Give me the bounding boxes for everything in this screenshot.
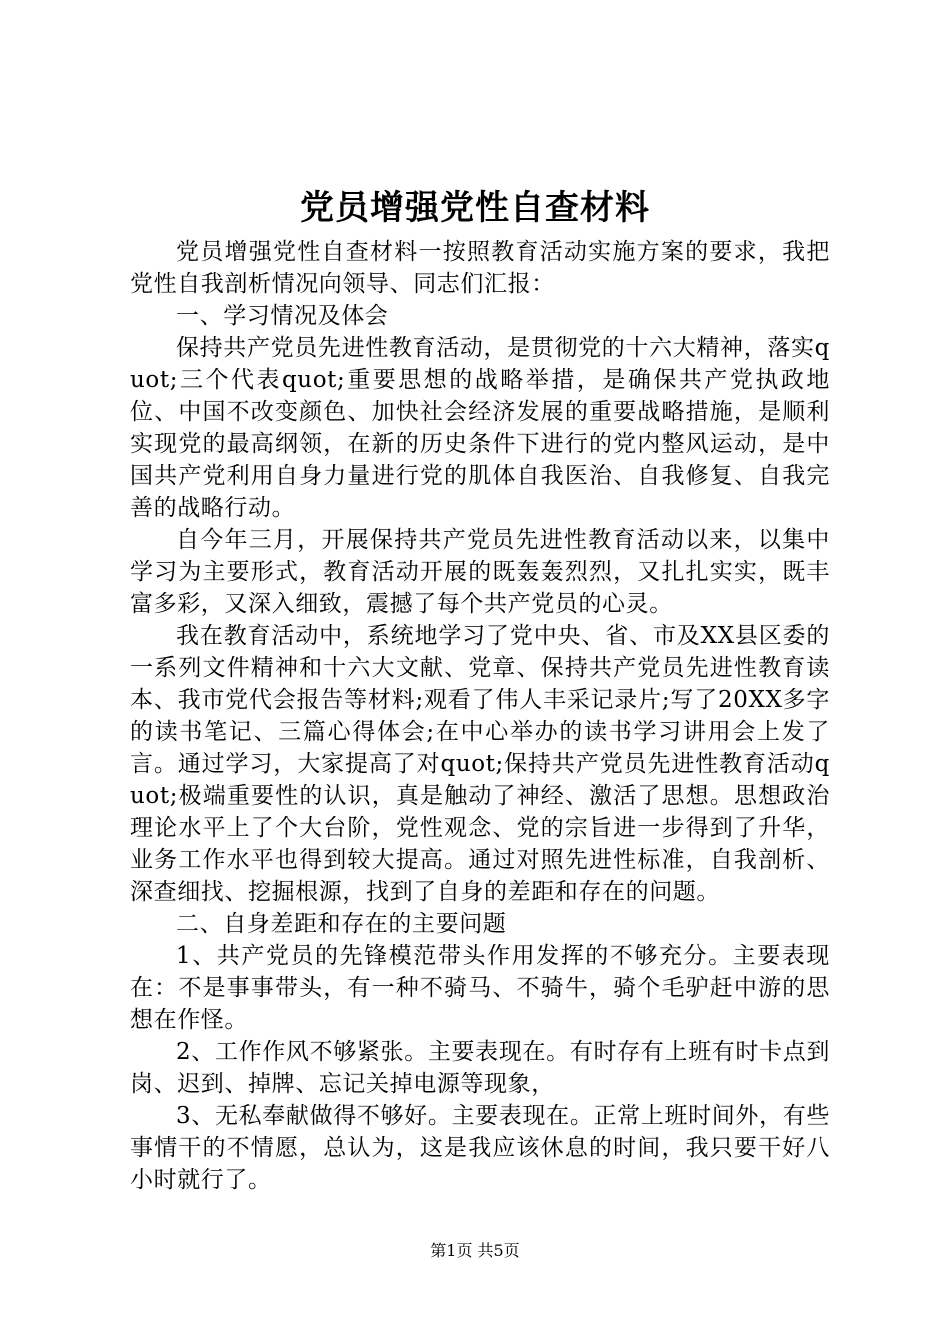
- page-number: 第1页 共5页: [430, 1241, 520, 1260]
- paragraph-intro: 党员增强党性自查材料一按照教育活动实施方案的要求，我把党性自我剖析情况向领导、同志们汇报：: [130, 239, 830, 297]
- document-title: 党员增强党性自查材料: [300, 188, 650, 228]
- section-heading-1: 一、学习情况及体会: [176, 303, 389, 329]
- paragraph: 自今年三月，开展保持共产党员先进性教育活动以来，以集中学习为主要形式，教育活动开展的既轰轰烈烈，又扎扎实实，既丰富多彩，又深入细致，震撼了每个共产党员的心灵。: [130, 527, 830, 617]
- list-item: 1、共产党员的先锋模范带头作用发挥的不够充分。主要表现在：不是事事带头，有一种不骑马、不骑牛，骑个毛驴赶中游的思想在作怪。: [130, 943, 830, 1033]
- list-item: 3、无私奉献做得不够好。主要表现在。正常上班时间外，有些事情干的不情愿，总认为，这是我应该休息的时间，我只要干好八小时就行了。: [130, 1103, 830, 1193]
- paragraph: 保持共产党员先进性教育活动，是贯彻党的十六大精神，落实quot;三个代表quot;重要思想的战略举措，是确保共产党执政地位、中国不改变颜色、加快社会经济发展的重要战略措施，是顺利实现党的最高纲领，在新的历史条件下进行的党内整风运动，是中国共产党利用自身力量进行党的肌体自我医治、自我修复、自我完善的战略行动。: [130, 335, 830, 521]
- section-heading-2: 二、自身差距和存在的主要问题: [176, 911, 507, 937]
- document-body: [130, 236, 830, 1196]
- list-item: 2、工作作风不够紧张。主要表现在。有时存有上班有时卡点到岗、迟到、掉牌、忘记关掉电源等现象，: [130, 1039, 830, 1097]
- paragraph: 我在教育活动中，系统地学习了党中央、省、市及XX县区委的一系列文件精神和十六大文献、党章、保持共产党员先进性教育读本、我市党代会报告等材料;观看了伟人丰采记录片;写了20XX多字的读书笔记、三篇心得体会;在中心举办的读书学习讲用会上发了言。通过学习，大家提高了对quot;保持共产党员先进性教育活动quot;极端重要性的认识，真是触动了神经、激活了思想。思想政治理论水平上了个大台阶，党性观念、党的宗旨进一步得到了升华，业务工作水平也得到较大提高。通过对照先进性标准，自我剖析、深查细找、挖掘根源，找到了自身的差距和存在的问题。: [130, 623, 830, 905]
